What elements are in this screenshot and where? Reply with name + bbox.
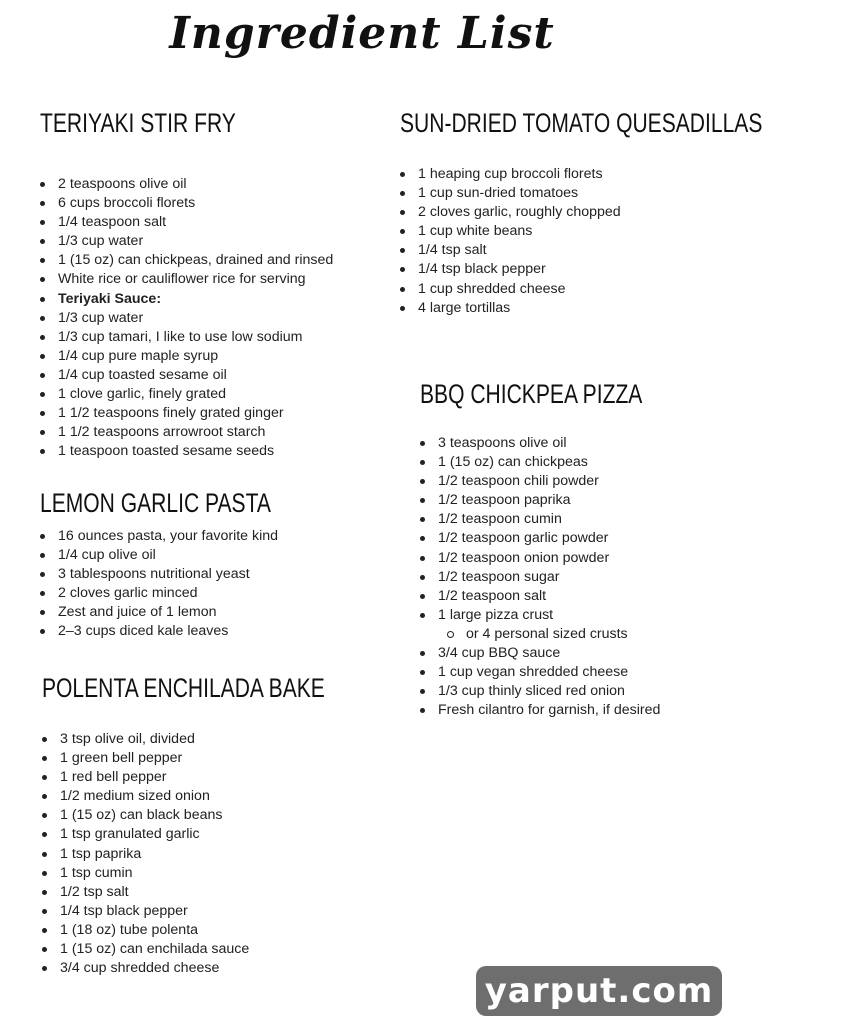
- section-lemon-garlic-pasta: [40, 487, 336, 642]
- list-item: 1/4 tsp black pepper: [42, 902, 405, 921]
- list-item: 2 cloves garlic, roughly chopped: [400, 203, 865, 222]
- list-item: 1 large pizza crust: [420, 606, 705, 625]
- list-item: 6 cups broccoli florets: [40, 194, 333, 213]
- list-item: 2 teaspoons olive oil: [40, 175, 333, 194]
- list-item: 1 heaping cup broccoli florets: [400, 165, 865, 184]
- list-item: 1 cup white beans: [400, 222, 865, 241]
- list-item: 1 (15 oz) can black beans: [42, 806, 405, 825]
- section-title: LEMON GARLIC PASTA: [40, 488, 271, 518]
- list-item: 1 (15 oz) can chickpeas, drained and rinsed: [40, 251, 333, 270]
- list-item: 1 tsp cumin: [42, 864, 405, 883]
- list-item: 1 red bell pepper: [42, 768, 405, 787]
- list-item: 1/3 cup thinly sliced red onion: [420, 682, 705, 701]
- list-item: 1 tsp granulated garlic: [42, 825, 405, 844]
- section-bbq-chickpea-pizza: [420, 378, 705, 720]
- list-item: 1 cup shredded cheese: [400, 280, 865, 299]
- list-item: 1 1/2 teaspoons arrowroot starch: [40, 423, 333, 442]
- list-item: 1 green bell pepper: [42, 749, 405, 768]
- list-item: 1 (15 oz) can chickpeas: [420, 453, 705, 472]
- list-item: 4 large tortillas: [400, 299, 865, 318]
- list-item: 1/2 tsp salt: [42, 883, 405, 902]
- list-item: 1 1/2 teaspoons finely grated ginger: [40, 404, 333, 423]
- list-item: 1 teaspoon toasted sesame seeds: [40, 442, 333, 461]
- list-item: 1/2 teaspoon salt: [420, 587, 705, 606]
- watermark: yarput.com: [476, 966, 722, 1016]
- list-item: 1/4 tsp black pepper: [400, 260, 865, 279]
- section-title: TERIYAKI STIR FRY: [40, 108, 236, 138]
- list-item: 1 clove garlic, finely grated: [40, 385, 333, 404]
- list-item: 3 tablespoons nutritional yeast: [40, 565, 336, 584]
- list-item: 1/2 medium sized onion: [42, 787, 405, 806]
- list-item: 3/4 cup BBQ sauce: [420, 644, 705, 663]
- list-item: 2–3 cups diced kale leaves: [40, 622, 336, 641]
- list-item: 1/2 teaspoon sugar: [420, 568, 705, 587]
- list-item: Zest and juice of 1 lemon: [40, 603, 336, 622]
- list-item: 1/2 teaspoon onion powder: [420, 549, 705, 568]
- list-item: 3 teaspoons olive oil: [420, 434, 705, 453]
- list-item: 1/4 cup olive oil: [40, 546, 336, 565]
- section-title: SUN-DRIED TOMATO QUESADILLAS: [400, 108, 763, 138]
- list-item: 1/2 teaspoon chili powder: [420, 472, 705, 491]
- list-item: 1 (18 oz) tube polenta: [42, 921, 405, 940]
- list-item: 2 cloves garlic minced: [40, 584, 336, 603]
- ingredient-list: [400, 165, 865, 318]
- page-title: Ingredient List: [169, 8, 555, 59]
- list-item: Fresh cilantro for garnish, if desired: [420, 701, 705, 720]
- list-item: 1/4 cup toasted sesame oil: [40, 366, 333, 385]
- ingredient-list: [40, 175, 333, 461]
- section-title: BBQ CHICKPEA PIZZA: [420, 379, 643, 409]
- list-item: 1/3 cup tamari, I like to use low sodium: [40, 328, 333, 347]
- list-subheading: Teriyaki Sauce:: [40, 290, 333, 309]
- list-item: 1/4 cup pure maple syrup: [40, 347, 333, 366]
- ingredient-list: [42, 730, 405, 978]
- list-item: 1/4 tsp salt: [400, 241, 865, 260]
- list-item: 1 cup sun-dried tomatoes: [400, 184, 865, 203]
- section-polenta-enchilada-bake: [42, 672, 405, 978]
- list-item: 3/4 cup shredded cheese: [42, 959, 405, 978]
- list-item: 1/3 cup water: [40, 309, 333, 328]
- list-item: 1 (15 oz) can enchilada sauce: [42, 940, 405, 959]
- list-item: 1/2 teaspoon paprika: [420, 491, 705, 510]
- list-item: 1 tsp paprika: [42, 845, 405, 864]
- list-subitem: or 4 personal sized crusts: [420, 625, 705, 644]
- list-item: 1/2 teaspoon garlic powder: [420, 529, 705, 548]
- list-item: 1/3 cup water: [40, 232, 333, 251]
- section-sun-dried-tomato-quesadillas: [400, 107, 865, 318]
- list-item: 1/2 teaspoon cumin: [420, 510, 705, 529]
- ingredient-list: [420, 434, 705, 720]
- list-item: 3 tsp olive oil, divided: [42, 730, 405, 749]
- list-item: 1 cup vegan shredded cheese: [420, 663, 705, 682]
- list-item: White rice or cauliflower rice for serving: [40, 270, 333, 289]
- list-item: 16 ounces pasta, your favorite kind: [40, 527, 336, 546]
- list-item: 1/4 teaspoon salt: [40, 213, 333, 232]
- section-teriyaki-stir-fry: [40, 107, 333, 461]
- ingredient-list: [40, 527, 336, 642]
- section-title: POLENTA ENCHILADA BAKE: [42, 673, 325, 703]
